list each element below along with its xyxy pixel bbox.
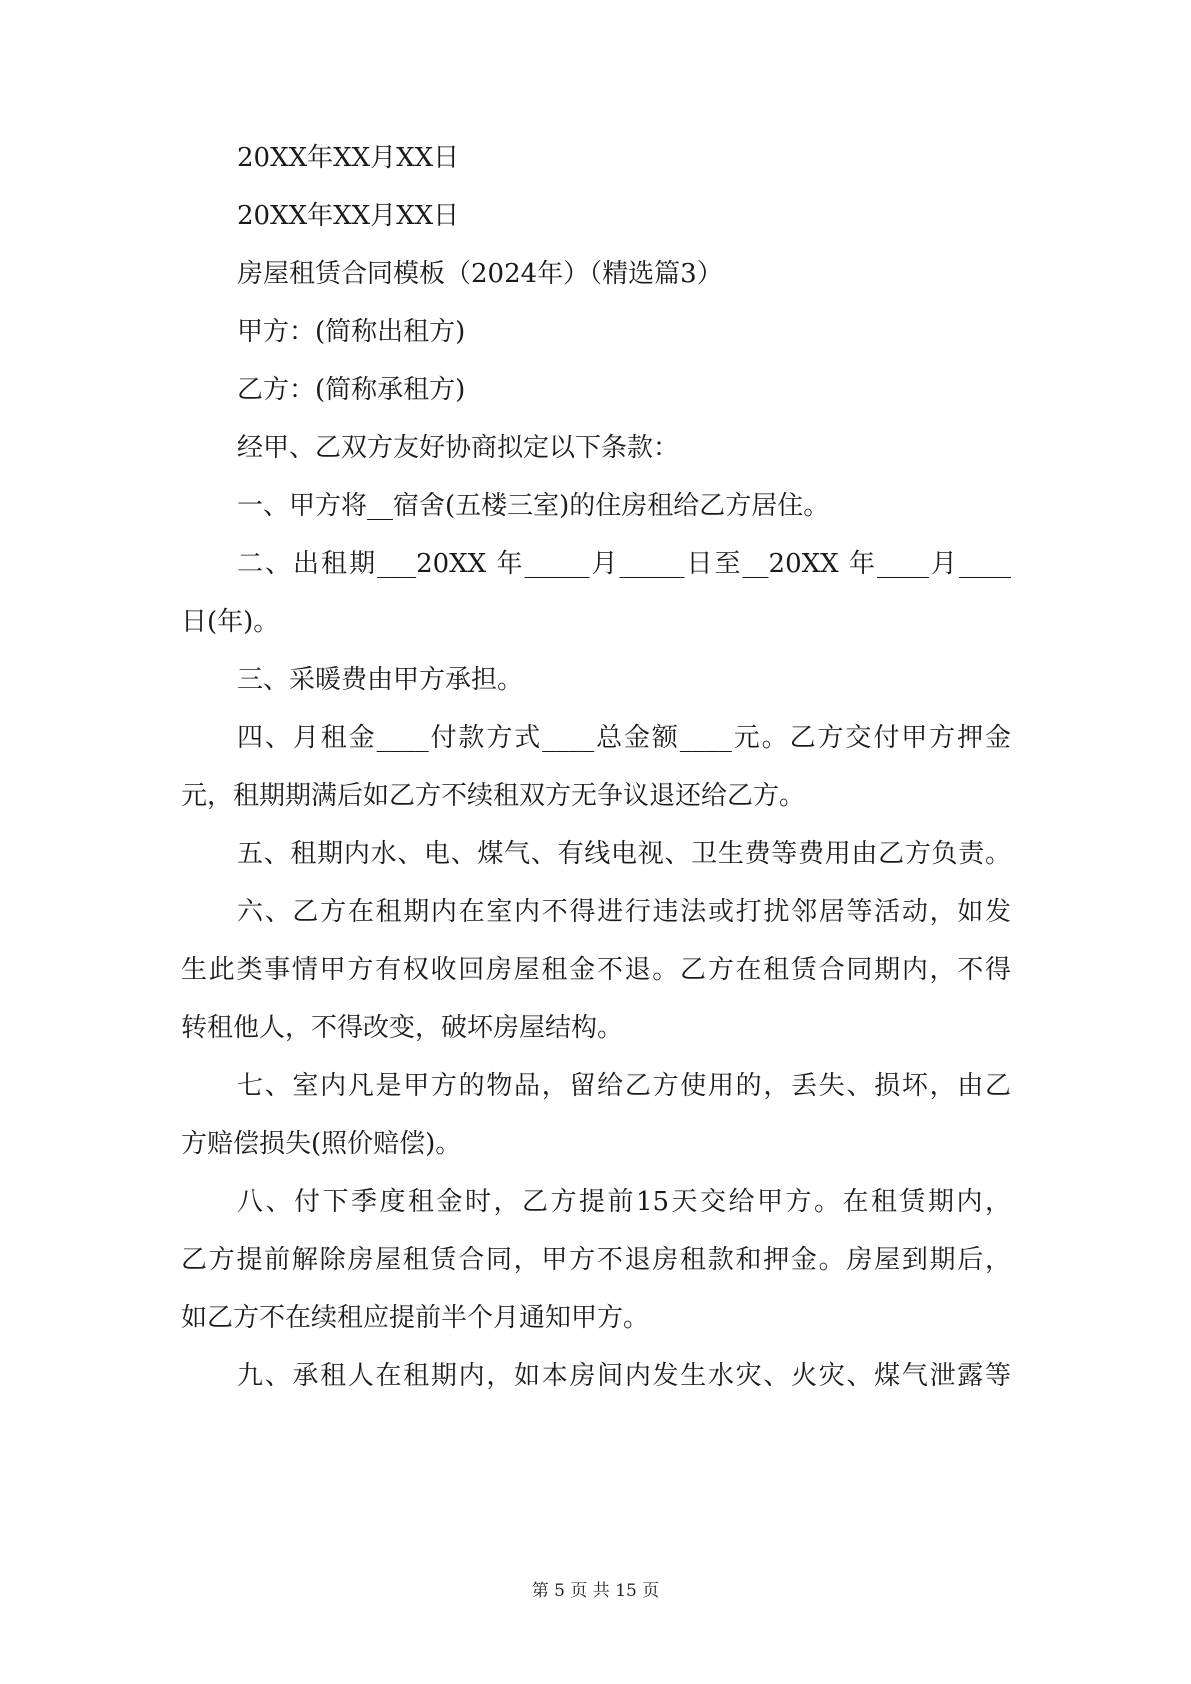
clause-4-line-1: 四、月租金____付款方式____总金额____元。乙方交付甲方押金 bbox=[237, 723, 1011, 753]
clause-7-line-2: 方赔偿损失(照价赔偿)。 bbox=[181, 1129, 462, 1159]
clause-1: 一、甲方将__宿舍(五楼三室)的住房租给乙方居住。 bbox=[237, 491, 830, 521]
date-line-2: 20XX年XX月XX日 bbox=[237, 201, 460, 231]
clause-7-line-1: 七、室内凡是甲方的物品，留给乙方使用的，丢失、损坏，由乙 bbox=[237, 1071, 1011, 1101]
clause-5: 五、租期内水、电、煤气、有线电视、卫生费等费用由乙方负责。 bbox=[237, 839, 1011, 869]
date-line-1: 20XX年XX月XX日 bbox=[237, 143, 460, 173]
party-b-line: 乙方：(简称承租方) bbox=[237, 375, 466, 405]
clause-8-line-3: 如乙方不在续租应提前半个月通知甲方。 bbox=[181, 1303, 650, 1333]
clause-8-line-1: 八、付下季度租金时，乙方提前15天交给甲方。在租赁期内， bbox=[237, 1187, 1011, 1217]
clause-8-line-2: 乙方提前解除房屋租赁合同，甲方不退房租款和押金。房屋到期后， bbox=[181, 1245, 1011, 1275]
clause-6-line-2: 生此类事情甲方有权收回房屋租金不退。乙方在租赁合同期内，不得 bbox=[181, 955, 1011, 985]
clause-9-line-1: 九、承租人在租期内，如本房间内发生水灾、火灾、煤气泄露等 bbox=[237, 1361, 1011, 1391]
contract-title: 房屋租赁合同模板（2024年）（精选篇3） bbox=[237, 259, 723, 289]
clause-3: 三、采暖费由甲方承担。 bbox=[237, 665, 524, 695]
clause-4-line-2: 元，租期期满后如乙方不续租双方无争议退还给乙方。 bbox=[181, 781, 806, 811]
clause-6-line-3: 转租他人，不得改变，破坏房屋结构。 bbox=[181, 1013, 624, 1043]
intro-paragraph: 经甲、乙双方友好协商拟定以下条款： bbox=[237, 433, 680, 463]
clause-6-line-1: 六、乙方在租期内在室内不得进行违法或打扰邻居等活动，如发 bbox=[237, 897, 1011, 927]
clause-2-line-1: 二、出租期___20XX 年_____月_____日至__20XX 年____月____ bbox=[237, 549, 1011, 579]
clause-2-line-2: 日(年)。 bbox=[181, 607, 280, 637]
party-a-line: 甲方：(简称出租方) bbox=[237, 317, 466, 347]
page-number-footer: 第 5 页 共 15 页 bbox=[531, 1581, 660, 1601]
